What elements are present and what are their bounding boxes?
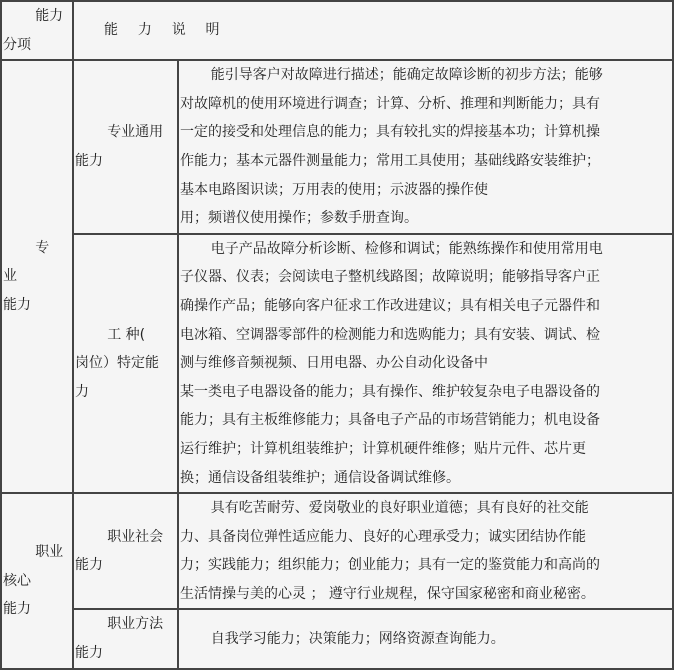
description-line: 生活情操与美的心灵 ； 遵守行业规程，保守国家秘密和商业秘密。 [180, 585, 595, 602]
group-name-line2: 核心 [3, 572, 31, 589]
subcategory-cell [73, 609, 178, 668]
group-name-line1: 专 [35, 239, 50, 256]
subcategory-line1: 职业社会 [107, 528, 164, 545]
header-row [1, 1, 673, 60]
description-line: 力、具备岗位弹性适应能力、良好的心理承受力；诚实团结协作能 [180, 528, 586, 545]
subcategory-line1: 工 种( [107, 326, 146, 343]
description-line: 能力；具有主板维修能力；具备电子产品的市场营销能力；机电设备 [180, 412, 600, 429]
subcategory-line2: 能力 [75, 152, 103, 169]
subcategory-line1: 职业方法 [107, 616, 164, 633]
description-line: 电冰箱、空调器零部件的检测能力和选购能力；具有安装、调试、检 [180, 326, 600, 343]
subcategory-cell [73, 234, 178, 493]
description-line: 作能力；基本元器件测量能力；常用工具使用；基础线路安装维护； [180, 152, 600, 169]
description-line: 一定的接受和处理信息的能力；具有较扎实的焊接基本功；计算机操 [180, 124, 600, 141]
subcategory-cell [73, 493, 178, 609]
description-line: 换；通信设备组装维护；通信设备调试维修。 [180, 469, 460, 486]
subcategory-line3: 力 [75, 383, 89, 400]
group-name-line1: 职业 [35, 543, 64, 560]
header-description: 能 力 说 明 [73, 1, 673, 60]
description-line: 对故障机的使用环境进行调查；计算、分析、推理和判断能力；具有 [180, 95, 600, 112]
subcategory-cell [73, 60, 178, 234]
group-name-line2: 业 [3, 268, 17, 285]
description-line: 测与维修音频视频、日用电器、办公自动化设备中 [180, 355, 488, 372]
description-line: 能引导客户对故障进行描述；能确定故障诊断的初步方法；能够 [210, 67, 603, 84]
header-category-line1: 能力 [35, 8, 64, 24]
description-cell [178, 60, 673, 234]
group-name-line3: 能力 [3, 601, 31, 618]
header-category-cell [1, 1, 73, 60]
description-line: 用；频谱仪使用操作；参数手册查询。 [180, 210, 418, 227]
subcategory-line2: 岗位）特定能 [75, 355, 159, 372]
group-name-cell [1, 60, 73, 493]
description-line: 基本电路图识读；万用表的使用；示波器的操作使 [180, 181, 488, 198]
description-line: 子仪器、仪表；会阅读电子整机线路图；故障说明；能够指导客户正 [180, 269, 600, 286]
description-line: 具有吃苦耐劳、爱岗敬业的良好职业道德；具有良好的社交能 [210, 500, 589, 517]
description-cell [178, 234, 673, 493]
group-name-line3: 能力 [3, 296, 31, 313]
table-row [1, 234, 673, 493]
description-line: 电子产品故障分析诊断、检修和调试；能熟练操作和使用常用电 [210, 240, 603, 257]
description-cell [178, 493, 673, 609]
description-line: 力；实践能力；组织能力；创业能力；具有一定的鉴赏能力和高尚的 [180, 557, 600, 574]
description-line: 某一类电子电器设备的能力；具有操作、维护较复杂电子电器设备的 [180, 383, 600, 400]
subcategory-line1: 专业通用 [107, 124, 164, 141]
description-line: 确操作产品；能够向客户征求工作改进建议；具有相关电子元器件和 [180, 297, 600, 314]
description-line: 运行维护；计算机组装维护；计算机硬件维修；贴片元件、芯片更 [180, 440, 586, 457]
table-row [1, 60, 673, 234]
table-row [1, 609, 673, 668]
subcategory-line2: 能力 [75, 645, 103, 662]
description-cell [178, 609, 673, 668]
description-line: 自我学习能力；决策能力；网络资源查询能力。 [210, 630, 505, 647]
group-name-cell [1, 493, 73, 669]
subcategory-line2: 能力 [75, 557, 103, 574]
header-category-line2: 分项 [3, 36, 31, 53]
table-row [1, 493, 673, 609]
